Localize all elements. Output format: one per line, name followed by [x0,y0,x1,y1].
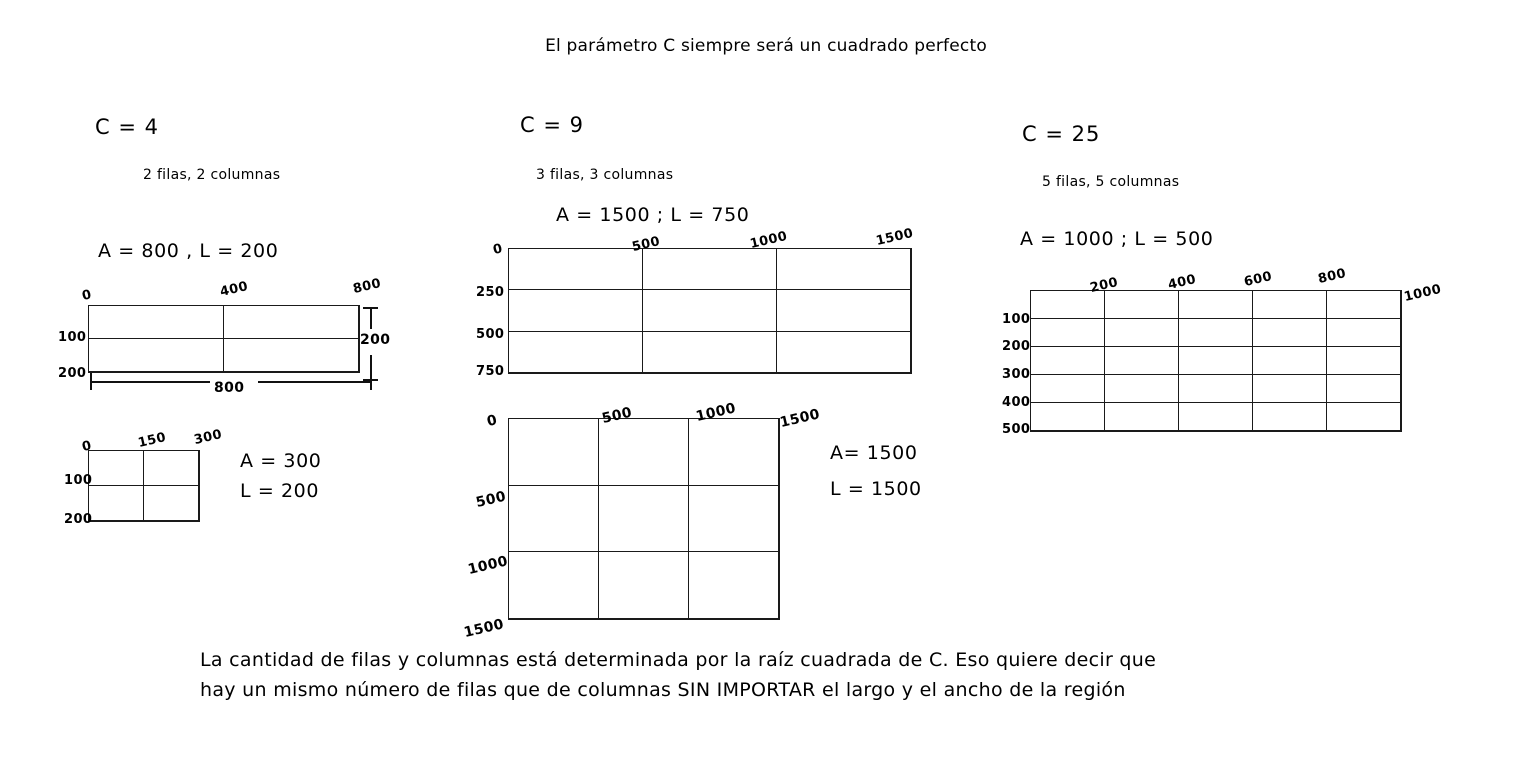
grid-cell [689,419,779,486]
width-label-c4: 800 [214,380,245,396]
tick-y-c9-1-2: 500 [476,327,505,342]
grid-cell [1031,319,1105,347]
tick-y-c4-1-2: 200 [58,366,87,381]
tick-x-c4-1-1: 400 [218,279,250,300]
footer-line-1: La cantidad de filas y columnas está determinada por la raíz cuadrada de C. Eso quiere decir que [200,649,1157,671]
grid-cell [1253,347,1327,375]
grid-cell [509,486,599,553]
tick-x-c4-1-2: 800 [351,276,383,297]
case-subtitle-c25: 5 filas, 5 columnas [1042,174,1180,190]
tick-y-c4-2-2: 200 [64,512,93,527]
grid-cell [1179,375,1253,403]
height-bracket-cap-bottom [363,379,378,381]
grid-cell [89,306,224,339]
case-subtitle-c9: 3 filas, 3 columnas [536,167,674,183]
footer-note [200,645,1360,705]
grid-cell [1327,403,1401,431]
grid-cell [1031,403,1105,431]
grid-cell [1253,291,1327,319]
grid-c9-second [508,418,780,620]
grid-cell [1253,375,1327,403]
grid-cell [777,290,911,331]
width-bracket-cap-left [90,373,92,390]
tick-x-c9-1-3: 1500 [874,225,915,249]
tick-x-c25-4: 1000 [1402,281,1443,305]
grid-cell [643,249,777,290]
tick-x-c9-2-2: 1000 [694,400,738,425]
tick-x-c9-1-0: 0 [491,241,505,258]
grid-cell [599,419,689,486]
grid-cell [1327,347,1401,375]
grid-cell [599,486,689,553]
tick-x-c9-1-2: 1000 [748,228,789,252]
grid-cell [509,249,643,290]
tick-y-c25-4: 500 [1002,422,1031,437]
tick-x-c9-2-3: 1500 [778,406,822,431]
grid-cell [89,339,224,372]
tick-x-c4-2-0: 0 [80,438,94,455]
grid-cell [1105,403,1179,431]
grid-cell [1327,375,1401,403]
grid-cell [89,486,144,521]
grid-c25 [1030,290,1402,432]
case-label-c25: C = 25 [1022,122,1101,146]
tick-x-c4-1-0: 0 [80,287,94,304]
grid-cell [689,552,779,619]
grid-c4-first [88,305,360,373]
note-a-c4-second: A = 300 [240,450,322,472]
grid-cell [1179,403,1253,431]
grid-cell [1105,291,1179,319]
grid-cell [1031,375,1105,403]
width-bracket-left [90,381,210,383]
grid-c9-first [508,248,912,374]
width-bracket-right [258,381,370,383]
tick-x-c9-1-1: 500 [630,234,662,255]
grid-c4-second [88,450,200,522]
case-label-c9: C = 9 [520,113,584,137]
footer-line-2: hay un mismo número de filas que de columnas SIN IMPORTAR el largo y el ancho de la región [200,679,1126,701]
height-bracket-bottom [370,355,372,379]
tick-x-c25-0: 200 [1088,275,1120,296]
grid-cell [1105,375,1179,403]
grid-cell [1327,319,1401,347]
height-label-c4: 200 [360,332,391,348]
tick-y-c9-1-3: 750 [476,364,505,379]
tick-y-c25-1: 200 [1002,339,1031,354]
grid-cell [1179,291,1253,319]
grid-cell [643,290,777,331]
tick-y-c9-1-1: 250 [476,285,505,300]
grid-cell [1253,319,1327,347]
height-bracket-cap-top [363,307,378,309]
tick-y-c25-0: 100 [1002,312,1031,327]
height-bracket-top [370,307,372,329]
tick-x-c9-2-1: 500 [600,404,634,427]
tick-y-c4-1-1: 100 [58,330,87,345]
tick-x-c25-1: 400 [1166,272,1198,293]
grid-cell [1105,319,1179,347]
case-dims-note-c25: A = 1000 ; L = 500 [1020,228,1214,250]
grid-cell [1327,291,1401,319]
tick-y-c9-2-2: 1000 [466,553,510,578]
grid-cell [224,339,359,372]
tick-x-c25-2: 600 [1242,269,1274,290]
note-l-c4-second: L = 200 [240,480,320,502]
tick-y-c9-2-1: 500 [474,488,508,511]
grid-cell [777,249,911,290]
grid-cell [1031,347,1105,375]
case-dims-note-c9: A = 1500 ; L = 750 [556,204,750,226]
tick-x-c4-2-2: 300 [192,427,224,448]
grid-cell [1253,403,1327,431]
tick-x-c9-2-0: 0 [485,412,499,430]
grid-cell [144,486,199,521]
grid-cell [1105,347,1179,375]
grid-cell [509,419,599,486]
case-dims-note-c4: A = 800 , L = 200 [98,240,279,262]
grid-cell [509,290,643,331]
grid-cell [777,332,911,373]
tick-y-c25-3: 400 [1002,395,1031,410]
grid-cell [509,332,643,373]
tick-x-c4-2-1: 150 [136,430,168,451]
grid-cell [89,451,144,486]
case-subtitle-c4: 2 filas, 2 columnas [143,167,281,183]
grid-cell [224,306,359,339]
grid-cell [1179,347,1253,375]
page-title: El parámetro C siempre será un cuadrado perfecto [545,36,987,56]
note-l-c9-second: L = 1500 [830,478,922,500]
grid-cell [599,552,689,619]
grid-cell [689,486,779,553]
tick-y-c25-2: 300 [1002,367,1031,382]
case-label-c4: C = 4 [95,115,159,139]
note-a-c9-second: A= 1500 [830,442,918,464]
tick-y-c4-2-1: 100 [64,473,93,488]
tick-x-c25-3: 800 [1316,266,1348,287]
grid-cell [1179,319,1253,347]
tick-y-c9-2-3: 1500 [462,616,506,641]
grid-cell [643,332,777,373]
grid-cell [509,552,599,619]
grid-cell [144,451,199,486]
